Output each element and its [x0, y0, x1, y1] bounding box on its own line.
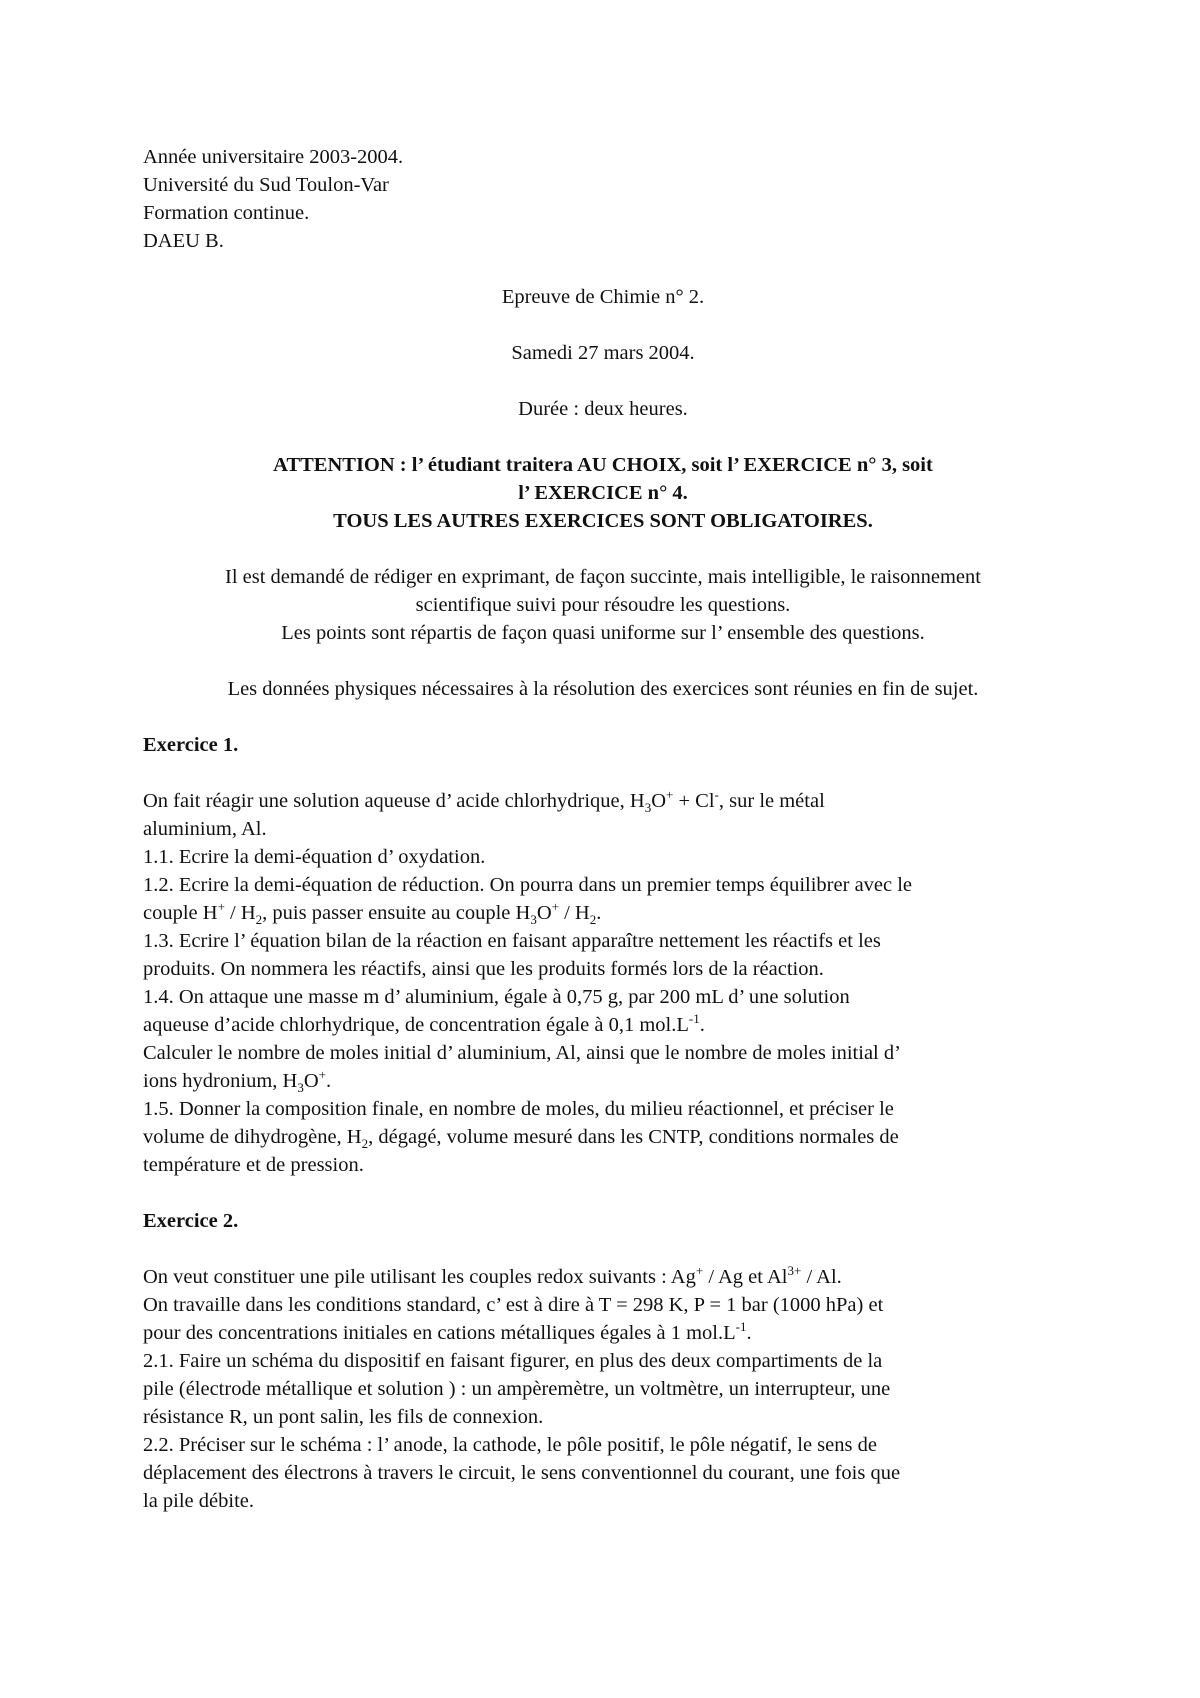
attention-block [143, 451, 1063, 535]
attention-line-1: ATTENTION : l’ étudiant traitera AU CHOIX, soit l’ EXERCICE n° 3, soit [273, 454, 933, 476]
header-block [143, 143, 1063, 255]
question-1-4-calc-cont: ions hydronium, $H_3O^+$. [143, 1067, 332, 1096]
header-university: Université du Sud Toulon-Var [143, 174, 389, 196]
exercise-1-intro: On fait réagir une solution aqueuse d’ acide chlorhydrique, $H_3O^+ + Cl^-$, sur le métal [143, 787, 825, 816]
attention-line-2: l’ EXERCICE n° 4. [518, 482, 688, 504]
question-1-5: 1.5. Donner la composition finale, en nombre de moles, du milieu réactionnel, et préciser le [143, 1098, 894, 1120]
exam-page [143, 143, 1063, 1515]
header-year: Année universitaire 2003-2004. [143, 146, 404, 168]
question-1-1: 1.1. Ecrire la demi-équation d’ oxydation. [143, 846, 486, 868]
question-1-4-cont: aqueuse d’acide chlorhydrique, de concentration égale à 0,1 $mol.L^{-1}$. [143, 1011, 705, 1036]
instructions-line-1: Il est demandé de rédiger en exprimant, de façon succinte, mais intelligible, le raisonnement [225, 566, 981, 588]
question-1-5-cont: volume de dihydrogène, $H_2$, dégagé, volume mesuré dans les CNTP, conditions normales de [143, 1126, 899, 1152]
question-1-2-cont: couple $H^+ / H_2$, puis passer ensuite au couple $H_3O^+ / H_2$. [143, 899, 602, 928]
question-2-1-end: résistance R, un pont salin, les fils de connexion. [143, 1406, 544, 1428]
header-diploma: DAEU B. [143, 230, 224, 252]
exercise-2-intro: On veut constituer une pile utilisant les couples redox suivants : Ag+ / Ag et $Al^{3+}$ / Al. [143, 1263, 842, 1288]
question-1-3-cont: produits. On nommera les réactifs, ainsi que les produits formés lors de la réaction. [143, 958, 824, 980]
exam-title: Epreuve de Chimie n° 2. [501, 286, 705, 308]
instructions-data-note: Les données physiques nécessaires à la résolution des exercices sont réunies en fin de sujet. [227, 678, 979, 700]
exercise-2-conditions-cont: pour des concentrations initiales en cations métalliques égales à 1 $mol.L^{-1}$. [143, 1319, 752, 1344]
header-formation: Formation continue. [143, 202, 310, 224]
exercise-1-title: Exercice 1. [143, 734, 239, 756]
instructions-line-3: Les points sont répartis de façon quasi uniforme sur l’ ensemble des questions. [281, 622, 925, 644]
exercise-2-title: Exercice 2. [143, 1210, 239, 1232]
exercise-1-intro-cont: aluminium, Al. [143, 818, 267, 840]
question-2-1-cont: pile (électrode métallique et solution ) : un ampèremètre, un voltmètre, un interrupteur, une [143, 1378, 891, 1400]
question-1-5-end: température et de pression. [143, 1154, 364, 1176]
attention-line-3: TOUS LES AUTRES EXERCICES SONT OBLIGATOIRES. [333, 510, 873, 532]
question-1-4-calc: Calculer le nombre de moles initial d’ aluminium, Al, ainsi que le nombre de moles initial d’ [143, 1042, 901, 1064]
question-1-3: 1.3. Ecrire l’ équation bilan de la réaction en faisant apparaître nettement les réactifs et les [143, 930, 881, 952]
instructions-line-2: scientifique suivi pour résoudre les questions. [415, 594, 791, 616]
question-2-2: 2.2. Préciser sur le schéma : l’ anode, la cathode, le pôle positif, le pôle négatif, le sens de [143, 1434, 877, 1456]
question-1-2: 1.2. Ecrire la demi-équation de réduction. On pourra dans un premier temps équilibrer avec le [143, 874, 913, 896]
exam-date: Samedi 27 mars 2004. [511, 342, 695, 364]
question-2-1: 2.1. Faire un schéma du dispositif en faisant figurer, en plus des deux compartiments de la [143, 1350, 883, 1372]
question-1-4: 1.4. On attaque une masse m d’ aluminium, égale à 0,75 g, par 200 mL d’ une solution [143, 986, 850, 1008]
question-2-2-cont: déplacement des électrons à travers le circuit, le sens conventionnel du courant, une fois que [143, 1462, 901, 1484]
exercise-2-conditions: On travaille dans les conditions standard, c’ est à dire à T = 298 K, P = 1 bar (1000 hPa) et [143, 1294, 884, 1316]
question-2-2-end: la pile débite. [143, 1490, 254, 1512]
exam-duration: Durée : deux heures. [518, 398, 688, 420]
